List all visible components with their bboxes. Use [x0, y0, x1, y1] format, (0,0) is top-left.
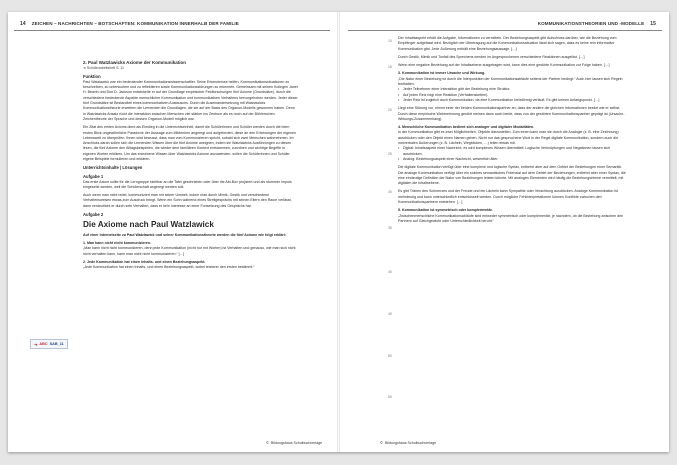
line-number: 10: [388, 39, 392, 43]
line-number: 35: [388, 226, 392, 230]
left-page-number: 14: [20, 20, 26, 27]
aufgabe1-text: Das erste Axiom sollte für die Lerngruppe sichtbar an die Tafel geschrieben oder über die Abi-Box projiziert und als stummer Impuls eingesetzt werden, weil die Schülerschaft angeregt werden soll.: [83, 179, 292, 189]
funktion-heading: Funktion: [83, 74, 101, 80]
axiom4-after-1: Die digitale Kommunikation verfügt über eine komplexe und logische Syntax, entbehrt aber auf dem Gebiet der Beziehungen einer Semantik. Die analoge Kommunikation verfügt über ein solches semantisches Potenzial auf dem Gebiet der Beziehungen, entbehrt aber einer Syntax, die eine eindeutige Definition der Natur von Beziehungen leisten könnte. Mit analogen Elementen wird häufig die Beziehungsebene vermittelt, mit digitalen die Inhaltsebene.: [398, 165, 626, 186]
book-spread: [8, 12, 669, 452]
line-number: 25: [388, 152, 392, 156]
list-item: • Auf jeden Reiz folgt eine Reaktion (Verhaltensketten).: [398, 93, 626, 98]
tag-code: SAB_11: [49, 342, 64, 346]
arrow-right-icon: ➔: [83, 66, 87, 70]
axiome-heading: Die Axiome nach Paul Watzlawick: [83, 219, 214, 229]
list-item: • Jeder Teilnehmer einer Interaktion gibt der Beziehung eine Struktur.: [398, 87, 626, 92]
aufgabe1-heading: Aufgabe 1: [83, 173, 104, 179]
line-number: 40: [388, 270, 392, 274]
right-page-number: 15: [650, 20, 656, 27]
copyright-icon: ©: [266, 440, 269, 445]
right-paragraph-1: Der Inhaltsaspekt erhält die Aufgabe, Informationen zu vermitteln. Der Beziehungsaspekt gibt Aufschluss darüber, wie die Beziehung vom Empfänger aufgefasst wird. Bezüglich der Übertragung auf die Kommunikationssituation lässt sich sagen, dass es keine rein informative Kommunikation gibt. Jede Äußerung enthält eine Beziehungsaussage. […]: [398, 36, 617, 51]
left-page-column: [83, 60, 298, 273]
left-page-header: [14, 17, 330, 31]
axiom3-title: 3. Kommunikation ist immer Ursache und Wirkung.: [398, 71, 486, 76]
right-publisher: Bildungshaus Schulbuchverlage: [384, 440, 437, 445]
unterricht-heading: Unterrichtsinhalte | Lösungen: [83, 165, 143, 171]
line-number: 20: [388, 108, 392, 112]
axiom1-text: „Man kann nicht nicht kommunizieren, denn jede Kommunikation (nicht nur mit Worten) ist Verhalten und genauso, wie man sich nicht nicht verhalten kann, kann man nicht nicht kommunizieren.“ […]: [83, 246, 296, 256]
axiom4-title: 4. Menschliche Kommunikation bedient sich analoger und digitaler Modalitäten.: [398, 125, 535, 130]
left-running-title: ZEICHEN – NACHRICHTEN – BOTSCHAFTEN: KOMMUNIKATION INNERHALB DER FAMILIE: [31, 21, 239, 26]
tag-label: ABC: [39, 342, 48, 346]
axiom3-after: Liegt eine Störung vor, nimmt einer der beiden Kommunikationspartner an, dass der andere die gleichen Informationen besitzt wie er selbst. Durch diese empirische Wahrnehmung gestört meinen dann auch beide, dass von der gestörten Kommunikationspartner geprägt ist (Ursache-Wirkungs-Zusammenhang).: [398, 106, 625, 121]
axiom3-list: [398, 87, 626, 103]
axiom5-text: „Zwischenmenschliche Kommunikationsabläufe sind entweder symmetrisch oder komplementär, je nachdem, ob die Beziehung zwischen den Partnern auf Gleichgewicht oder Unterschiedlichkeit beruht.“: [398, 213, 624, 223]
axiom2-title: 2. Jede Kommunikation hat einen Inhalts- und einen Beziehungsaspekt.: [83, 259, 206, 264]
right-paragraph-2: Durch Gestik, Mimik und Tonfall des Sprechens werden im Angesprochenen verschiedene Reaktionen ausgelöst. […]: [398, 54, 585, 59]
line-number: 45: [388, 312, 392, 316]
right-running-title: KOMMUNIKATIONSTHEORIEN UND -MODELLE: [537, 21, 645, 26]
right-page-header: [348, 17, 662, 31]
list-item: • Jeder Reiz ist zugleich auch Kommunikation, da eine Kommunikation kreisförmig verläuft. Es gibt keinen Anfangspunkt. […]: [398, 98, 626, 103]
list-item: • Analog: Beziehungsaspekt einer Nachricht, wesentlich älter.: [398, 157, 626, 162]
line-number: 15: [388, 65, 392, 69]
left-publisher: Bildungshaus Schulbuchverlage: [270, 440, 323, 445]
left-footer: [266, 440, 322, 445]
axiom2-text: „Jede Kommunikation hat einen Inhalts- und einen Beziehungsaspekt, wobei letzterer den ersten bestimmt.“: [83, 265, 255, 270]
workbook-reference[interactable]: ➔ Schülerarbeitsheft S. 11: [83, 66, 125, 70]
sab-link-tag[interactable]: [30, 339, 68, 349]
axiom5-title: 5. Kommunikation ist symmetrisch oder komplementär.: [398, 208, 493, 213]
arrow-right-icon: ➔: [34, 342, 38, 347]
right-paragraph-3: Wenn eine negative Beziehung auf der Inhaltsebene ausgetragen wird, kann dies eine gestörte Kommunikation zur Folge haben. […]: [398, 63, 610, 68]
section-title: 2. Paul Watzlawicks Axiome der Kommunikation: [83, 60, 186, 65]
funktion-paragraph-2: Ein Zitat des ersten Axioms dient als Einstieg in die Unterrichtseinheit, damit die Schülerinnen und Schüler werden durch die beim ersten Blick ungewöhnliche Paradoxie der Aussage zum Mitdenken angeregt und aufgefordert, diese an den Erfahrungen der eigenen Lebenswelt zu überprüfen. Ihnen wird bewusst, dass man vom Kommunizieren spricht, sobald sich zwei Menschen wahrnehmen. Im Anschluss daran sollen sich die Lernenden Wissen über die fünf Axiome aneignen, indem sie Watzlawicks Ausführungen zu diesen lesen, die fünf Axiome den Alltagsbeispielen, die wieder dem familiären Kontext entstammen, zuordnen und wichtige Begriffe in eigenen Worten erklären. Um das erworbene Wissen über Watzlawicks Axiome anzuwenden, sollen die Schülerinnen und Schüler eigene Beispiele formulieren und erklären.: [83, 125, 296, 162]
axiom4-list: [398, 146, 626, 162]
right-footer: [380, 440, 436, 445]
book-gutter: [337, 12, 340, 452]
axiom3-text: „Die Natur einer Beziehung ist durch die Interpunktion der Kommunikationsabläufe seitens der Partner bedingt.“ Auch hier lassen sich Regeln festhalten:: [398, 76, 623, 87]
line-number: 55: [388, 395, 392, 399]
aufgabe1-text-2: Auch wenn man nicht redet, kommuniziert man mit seiner Umwelt, indem man durch Mimik, Gestik und verschiedene Verhaltensweisen etwas zum Ausdruck bringt. Wenn ein Sohn während eines Streitgesprächs mit seinen Eltern den Raum verlässt, dann verdeutlicht er durch sein Verhalten, dass er kein Interesse an einer Fortsetzung des Gesprächs hat.: [83, 193, 292, 208]
axiom4-after-2: Es gibt Tränen des Schmerzes und der Freude und ein Lächeln kann Sympathie oder Verachtung ausdrücken. Analoge Kommunikation ist mehrdeutig und kann unterschiedlich entschlüsselt werden. Durch mögliche Fehlinterpretationen können Konflikte zwischen den Kommunikationspartnern entstehen. […]: [398, 189, 618, 205]
axiom4-text: In der Kommunikation gibt es zwei Möglichkeiten, Objekte darzustellen. Zum einen kann man sie durch die Analogie (z. B. eine Zeichnung) ausdrücken oder den Objekt einen Namen geben. Nicht nur das gesprochene Wort in der Regel digitale Kommunikation, sondern auch die nonverbalen Äußerungen (z. B. Lächeln, Wegblicken, …) teilen etwas mit.: [398, 130, 619, 146]
line-number: 50: [388, 354, 392, 358]
axiom1-title: 1. Man kann nicht nicht kommunizieren.: [83, 240, 152, 245]
axiome-intro: Auf einer Internetseite zu Paul Watzlawick und seiner Kommunikationstheorie werden die fünf Axiome wie folgt erklärt:: [83, 232, 287, 237]
line-number: 30: [388, 190, 392, 194]
funktion-paragraph-1: Paul Watzlawick war ein bedeutender Kommunikationswissenschaftler. Seine Erkenntnisse helfen, Kommunikationssituationen zu beschreiben, zu untersuchen und zu reflektieren sowie Kommunikationsstörungen zu erkennen. Gemeinsam mit seinen Kollegen Janet H. Beavin und Don D. Jackson entwickelte er auf der Grundlage empirischer Feldforschungen fünf Axiome (Grundsätze), durch die verschiedene bedeutende Aspekte menschlicher Kommunikation und kommunikativen Verhaltens hervorgehoben werden. Jeder dieser fünf Grundsätze ist Bestandteil eines kommunikativen Austauschs. Durch die Auseinandersetzung mit Watzlawicks Kommunikationstheorie erweitern die Lernenden die Grundlagen, die sie auf der Basis des Organon-Modells gewonnen haben. Denn in Watzlawicks Ansatz rückt die Interaktion zwischen Menschen viel stärker ins Zentrum als es noch auf der Bühlerschen Zeichentheorie der Sprache und dessen Organon-Modell möglich war.: [83, 79, 298, 121]
right-page-column: [398, 36, 626, 227]
list-item: • Digital: Inhaltsaspekt einer Nachricht, es wird komplexes Wissen übermittelt. Logische Verknüpfungen und Negationen lassen sich ausdrücken.: [398, 146, 626, 157]
aufgabe2-heading: Aufgabe 2: [83, 212, 104, 218]
copyright-icon: ©: [380, 440, 383, 445]
